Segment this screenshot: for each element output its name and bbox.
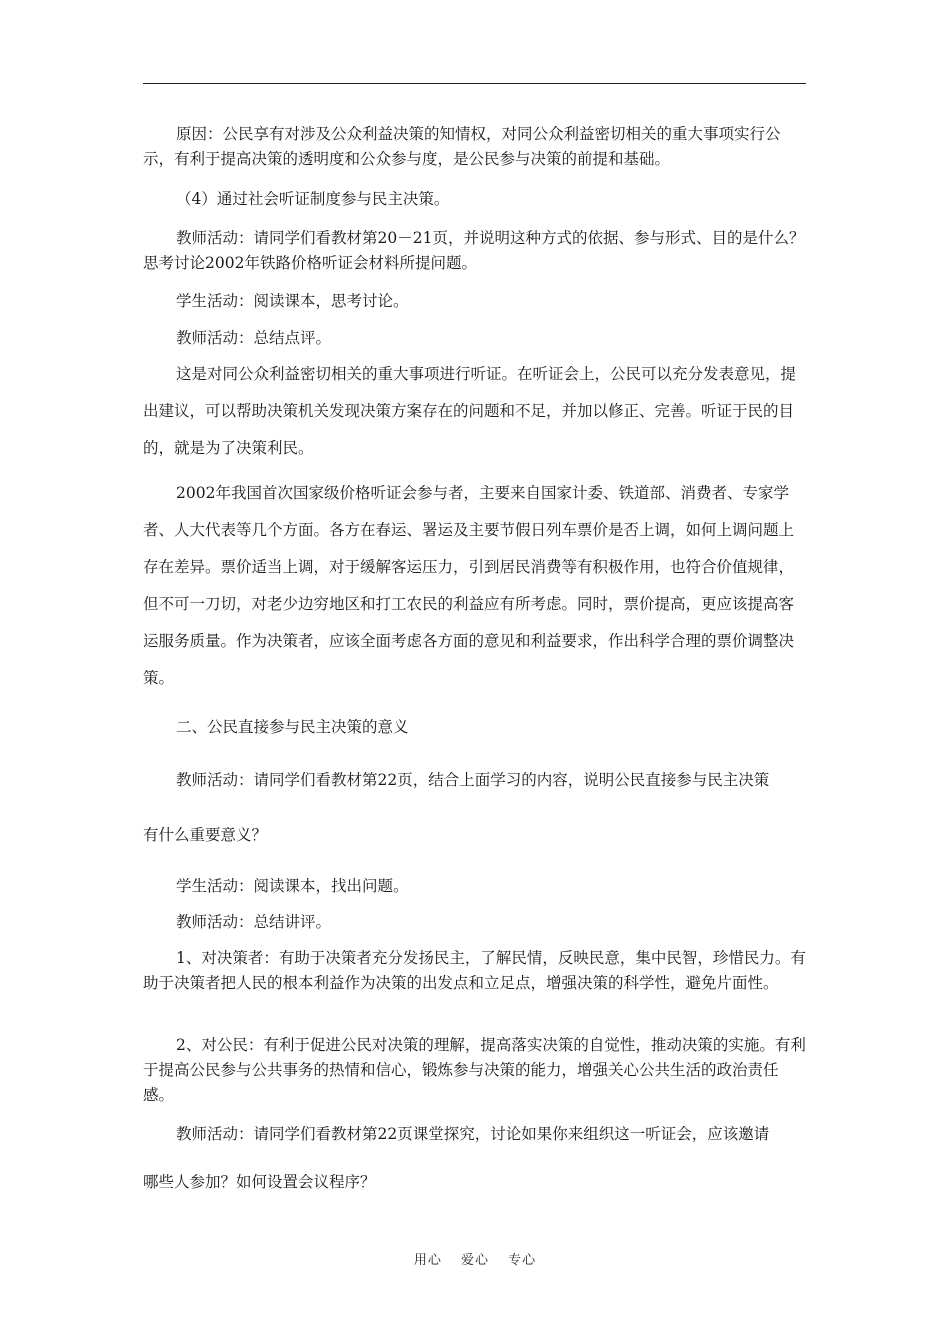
paragraph-student-activity: 学生活动：阅读课本，思考讨论。: [176, 292, 409, 310]
paragraph-hearing-explanation: 这是对同公众利益密切相关的重大事项进行听证。在听证会上，公民可以充分发表意见，提出建议，可以帮助决策机关发现决策方案存在的问题和不足，并加以修正、完善。听证于民的目的，就是为了决策利民。: [143, 365, 797, 457]
paragraph-question-2: 哪些人参加？如何设置会议程序？: [143, 1173, 376, 1191]
paragraph-question: 有什么重要意义？: [143, 826, 268, 844]
page-footer: 用心 爱心 专心: [413, 1253, 537, 1268]
paragraph-2002-hearing: 2002年我国首次国家级价格听证会参与者，主要来自国家计委、铁道部、消费者、专家学者、人大代表等几个方面。各方在春运、署运及主要节假日列车票价是否上调，如何上调问题上存在差异。票价适当上调，对于缓解客运压力，引到居民消费等有积极作用，也符合价值规律，但不可一刀切，对老少边穷地区和打工农民的利益应有所考虑。同时，票价提高，更应该提高客运服务质量。作为决策者，应该全面考虑各方面的意见和利益要求，作出科学合理的票价调整决策。: [143, 484, 795, 687]
paragraph-student-activity-2: 学生活动：阅读课本，找出问题。: [176, 877, 409, 895]
paragraph-point-1: 1、对决策者：有助于决策者充分发扬民主，了解民情，反映民意，集中民智，珍惜民力。有助于决策者把人民的根本利益作为决策的出发点和立足点，增强决策的科学性，避免片面性。: [143, 949, 806, 992]
paragraph-teacher-activity: 教师活动：请同学们看教材第20－21页，并说明这种方式的依据、参与形式、目的是什么？思考讨论2002年铁路价格听证会材料所提问题。: [143, 229, 805, 272]
paragraph-reason: 原因：公民享有对涉及公众利益决策的知情权，对同公众利益密切相关的重大事项实行公示，有利于提高决策的透明度和公众参与度，是公民参与决策的前提和基础。: [143, 125, 781, 168]
paragraph-teacher-activity-2: 教师活动：请同学们看教材第22页，结合上面学习的内容，说明公民直接参与民主决策: [176, 771, 770, 789]
paragraph-teacher-activity-3: 教师活动：请同学们看教材第22页课堂探究，讨论如果你来组织这一听证会，应该邀请: [176, 1125, 770, 1143]
paragraph-teacher-summary: 教师活动：总结点评。: [176, 329, 332, 347]
header-rule: [143, 83, 806, 84]
paragraph-item-4: （4）通过社会听证制度参与民主决策。: [176, 190, 450, 208]
paragraph-point-2: 2、对公民：有利于促进公民对决策的理解，提高落实决策的自觉性，推动决策的实施。有利于提高公民参与公共事务的热情和信心，锻炼参与决策的能力，增强关心公共生活的政治责任感。: [143, 1036, 806, 1104]
paragraph-teacher-review: 教师活动：总结讲评。: [176, 913, 332, 931]
section-heading: 二、公民直接参与民主决策的意义: [176, 718, 409, 736]
